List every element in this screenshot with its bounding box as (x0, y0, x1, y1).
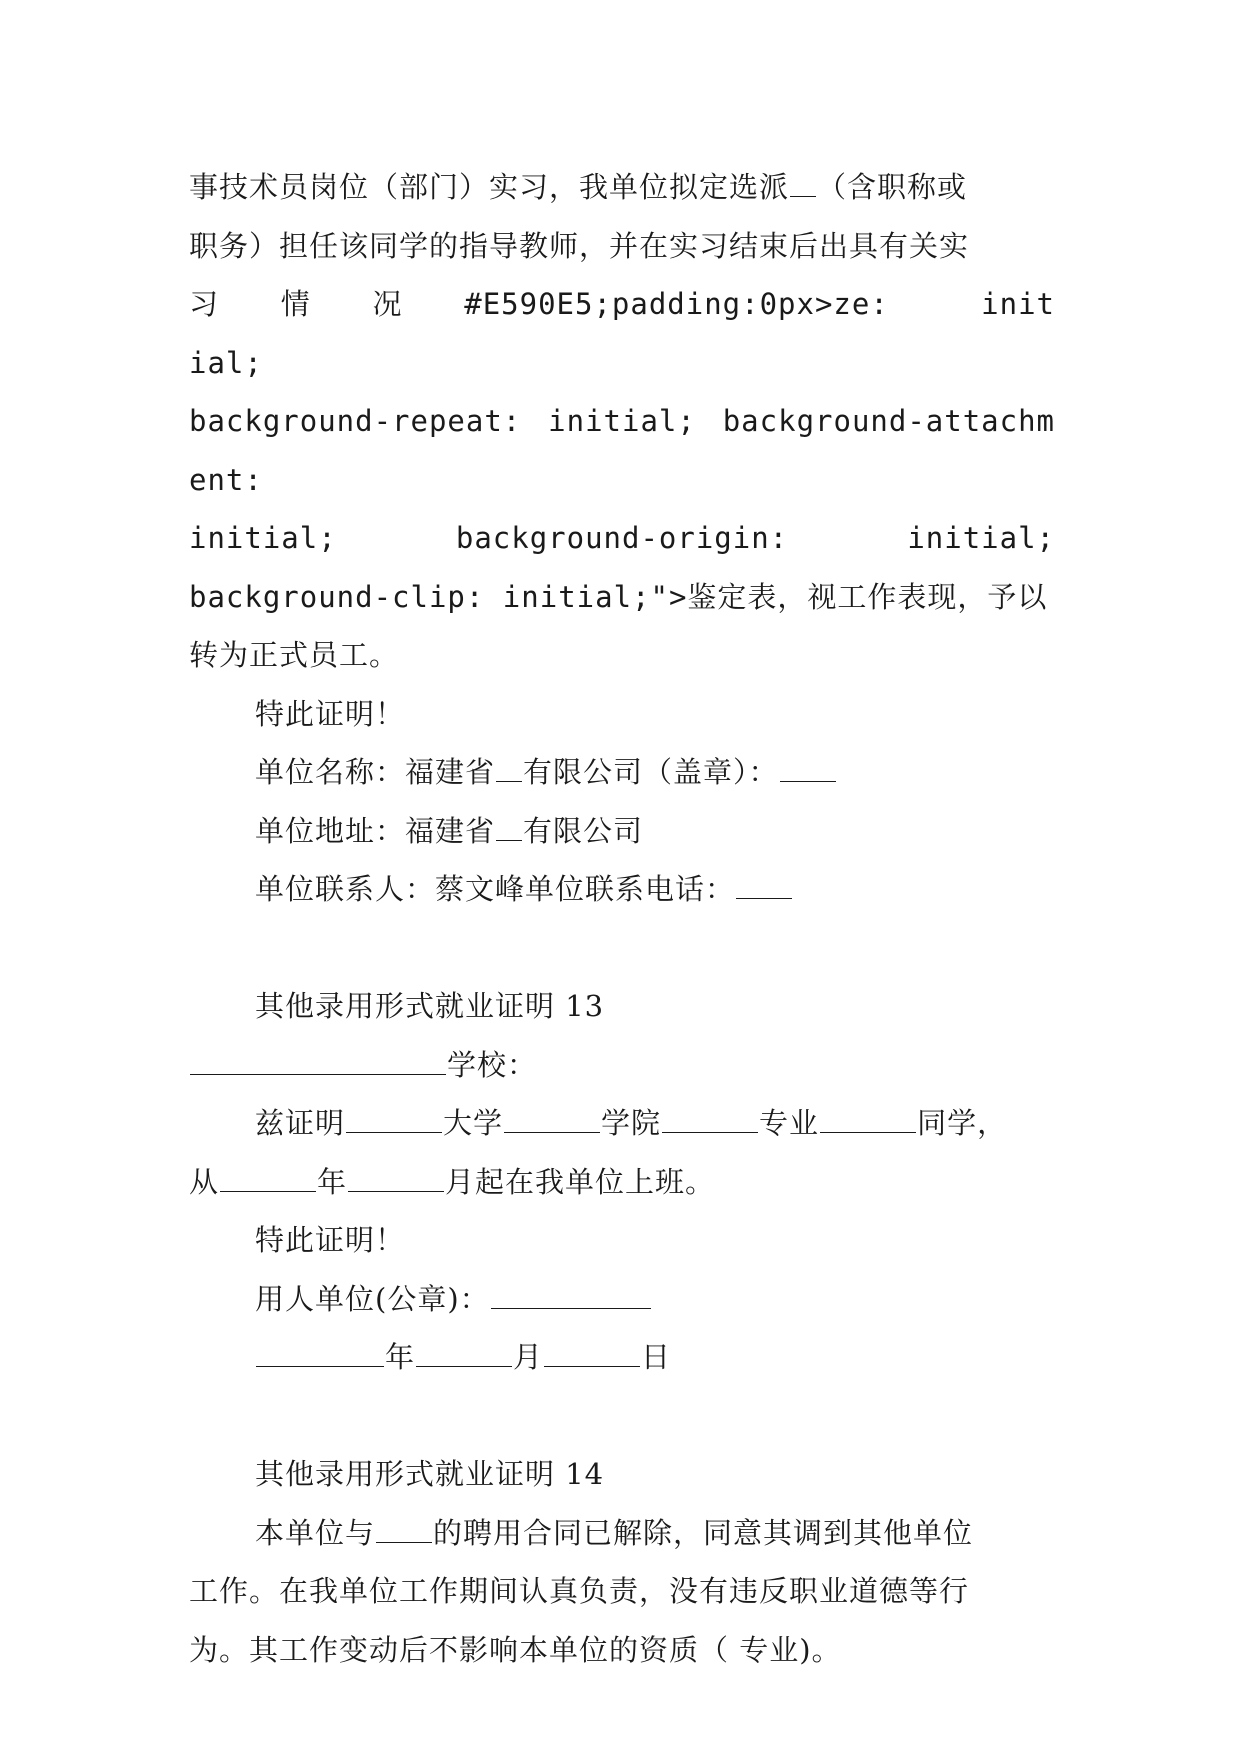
blank-line (376, 1514, 432, 1543)
paragraph-internship (189, 158, 1055, 275)
text-run: 单位名称：福建省 (255, 755, 496, 789)
blank-line (736, 870, 792, 899)
paragraph-contract-14 (189, 1504, 1055, 1563)
text-line: 习 情 况 #E590E5;padding:0px>ze: initial; (189, 287, 1055, 380)
date-line (189, 1328, 1055, 1387)
text-run: 月 (513, 1340, 544, 1374)
blank-line (790, 168, 816, 197)
text-run: 兹证明 (255, 1106, 346, 1140)
unit-address-line (189, 802, 1055, 861)
text-run: 学院 (601, 1106, 662, 1140)
blank-line (416, 1338, 512, 1367)
school-line (189, 1036, 1055, 1095)
text-run: 同学， (917, 1106, 1008, 1140)
text-run: （含职称或 (817, 170, 968, 204)
blank-line (820, 1104, 916, 1133)
text-line: 工作。在我单位工作期间认真负责，没有违反职业道德等行 (189, 1574, 970, 1608)
text-run: 从 (189, 1164, 220, 1199)
text-run: 专业 (759, 1106, 820, 1140)
text-run: 用人单位(公章)： (255, 1281, 490, 1316)
blank-line (220, 1163, 316, 1192)
employer-seal-line (189, 1270, 1055, 1329)
text-run: 年 (385, 1340, 416, 1374)
blank-line (496, 812, 522, 841)
text-line: 为。其工作变动后不影响本单位的资质（ 专业)。 (189, 1632, 842, 1667)
text-line: background-clip: initial;">鉴定表，视工作表现，予以 (189, 579, 1048, 614)
unit-contact-line (189, 860, 1055, 919)
blank-line (256, 1338, 384, 1367)
text-run: 大学 (443, 1106, 504, 1140)
text-run: 单位地址：福建省 (255, 813, 496, 848)
blank-line (346, 1104, 442, 1133)
spacer (189, 1387, 1055, 1446)
text-run: 有限公司 (523, 813, 644, 848)
blank-line (348, 1163, 444, 1192)
spacer (189, 919, 1055, 978)
blank-line (491, 1280, 651, 1309)
blank-line (780, 753, 836, 782)
unit-name-line (189, 743, 1055, 802)
certification-line: 特此证明！ (255, 1223, 406, 1257)
blank-line (662, 1104, 758, 1133)
blank-line (190, 1046, 446, 1075)
text-run: 有限公司（盖章）： (523, 755, 779, 789)
text-run: 月起在我单位上班。 (445, 1164, 716, 1199)
text-run: 单位联系人：蔡文峰单位联系电话： (255, 872, 736, 906)
text-run: 本单位与 (255, 1515, 376, 1550)
certification-line: 特此证明！ (255, 696, 406, 731)
text-line: 转为正式员工。 (189, 638, 400, 672)
text-line: initial; background-origin: initial; (189, 521, 1055, 555)
section-title-14: 其他录用形式就业证明 14 (255, 1457, 605, 1491)
blank-line (544, 1338, 640, 1367)
section-title-13: 其他录用形式就业证明 13 (255, 989, 605, 1023)
blank-line (504, 1104, 600, 1133)
paragraph-employment-13 (189, 1094, 1055, 1211)
text-run: 年 (317, 1164, 348, 1199)
text-run: 的聘用合同已解除，同意其调到其他单位 (433, 1515, 974, 1550)
text-run: 学校： (447, 1047, 538, 1082)
text-run: 日 (641, 1340, 672, 1374)
blank-line (496, 753, 522, 782)
text-line: background-repeat: initial; background-attachment: (189, 404, 1055, 497)
text-run: 职务）担任该同学的指导教师，并在实习结束后出具有关实 (189, 228, 970, 263)
text-run: 事技术员岗位（部门）实习，我单位拟定选派 (189, 170, 790, 204)
document-body (189, 158, 1055, 1679)
